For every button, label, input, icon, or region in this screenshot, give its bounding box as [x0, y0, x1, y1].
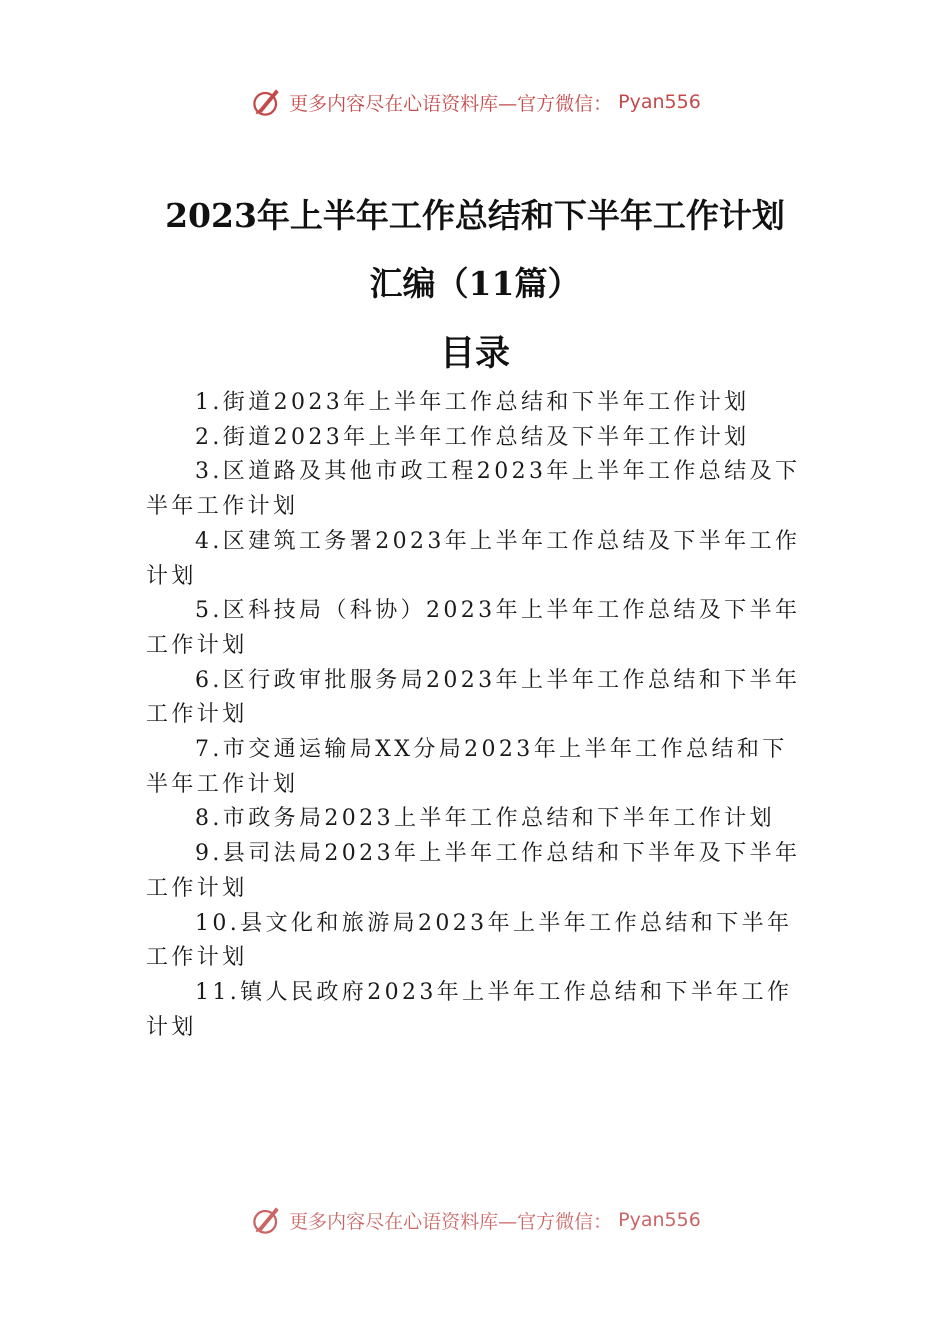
watermark-text: 更多内容尽在心语资料库—官方微信：: [289, 92, 613, 115]
quill-pen-logo-icon: [249, 1202, 285, 1238]
toc-item: 3.区道路及其他市政工程2023年上半年工作总结及下半年工作计划: [146, 459, 801, 520]
watermark-wechat-id: Pyan556: [618, 91, 701, 113]
table-of-contents: [146, 386, 806, 1045]
toc-item: 11.镇人民政府2023年上半年工作总结和下半年工作计划: [146, 979, 793, 1040]
quill-pen-logo-icon: [249, 84, 285, 120]
watermark-wechat-id: Pyan556: [618, 1209, 701, 1231]
header-watermark: [0, 82, 950, 122]
toc-item: 8.市政务局2023上半年工作总结和下半年工作计划: [195, 806, 775, 832]
document-title-line2: 汇编（11篇）: [369, 264, 581, 303]
toc-item: 10.县文化和旅游局2023年上半年工作总结和下半年工作计划: [146, 910, 793, 971]
toc-item: 4.区建筑工务署2023年上半年工作总结及下半年工作计划: [146, 528, 801, 589]
toc-item: 9.县司法局2023年上半年工作总结和下半年及下半年工作计划: [146, 841, 801, 901]
document-title-line1: 2023年上半年工作总结和下半年工作计划: [165, 196, 785, 235]
toc-item: 1.街道2023年上半年工作总结和下半年工作计划: [195, 390, 750, 415]
watermark-text: 更多内容尽在心语资料库—官方微信：: [289, 1210, 613, 1233]
toc-heading: 目录: [439, 333, 510, 374]
toc-item: 2.街道2023年上半年工作总结及下半年工作计划: [195, 424, 750, 450]
toc-item: 5.区科技局（科协）2023年上半年工作总结及下半年工作计划: [146, 598, 801, 658]
footer-watermark: [0, 1200, 950, 1240]
toc-item: 7.市交通运输局XX分局2023年上半年工作总结和下半年工作计划: [146, 737, 788, 797]
toc-item: 6.区行政审批服务局2023年上半年工作总结和下半年工作计划: [146, 667, 801, 728]
